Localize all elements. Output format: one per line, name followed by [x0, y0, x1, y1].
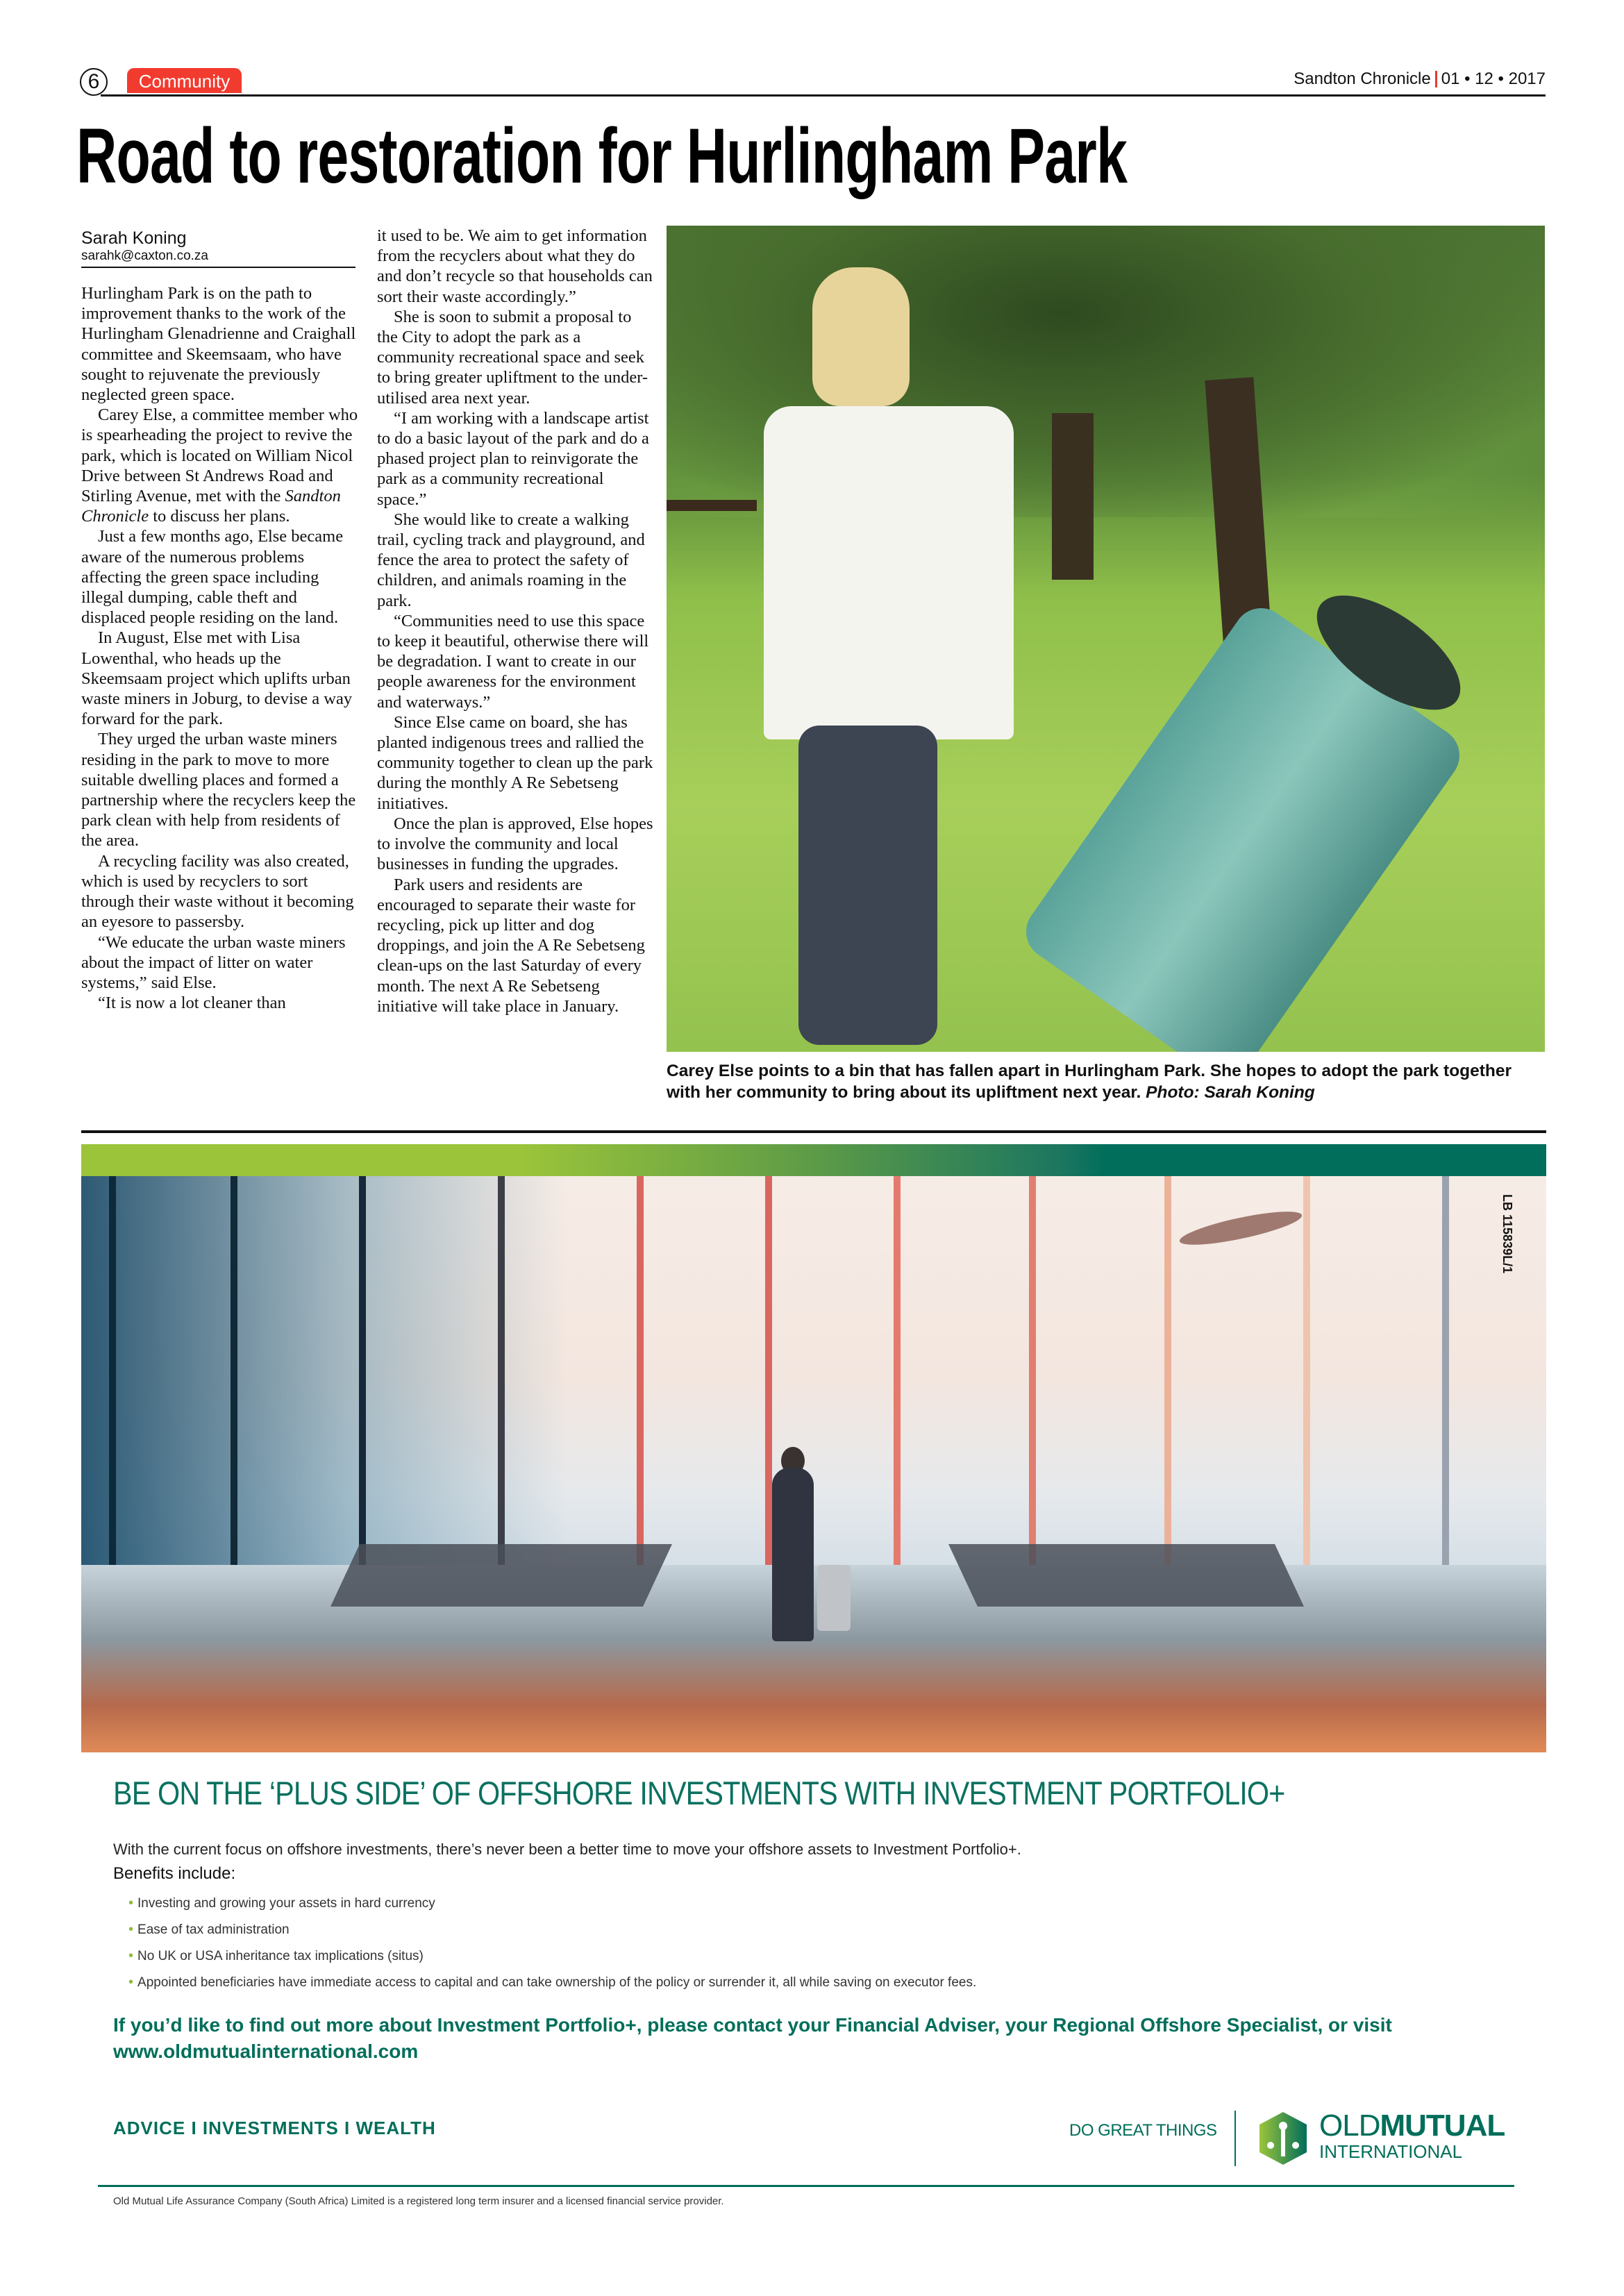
article-bottom-rule — [81, 1130, 1546, 1133]
paragraph: “I am working with a landscape artist to do a basic layout of the park and do a phased project plan to reinvigorate the park as a community recreational space.” — [377, 408, 649, 509]
paragraph: Just a few months ago, Else became aware of the numerous problems affecting the green space including illegal dumping, cable theft and displaced people residing on the land. — [81, 527, 344, 628]
paragraph: They urged the urban waste miners residing in the park to move to more suitable dwelling places and formed a partnership where the recyclers keep the park clean with help from residents of the area. — [81, 730, 356, 850]
byline — [81, 228, 355, 268]
airplane — [1178, 1205, 1304, 1252]
masthead-separator — [1435, 71, 1437, 87]
person-white-top — [764, 406, 1014, 739]
window-mullion — [765, 1176, 772, 1565]
ad-headline: BE ON THE ‘PLUS SIDE’ OF OFFSHORE INVESTMENTS WITH INVESTMENT PORTFOLIO+ — [113, 1775, 1285, 1811]
paragraph: “Communities need to use this space to keep it beautiful, otherwise there will be degradation. I want to create in our people awareness for the environment and waterways.” — [377, 611, 649, 712]
article-column-2 — [377, 226, 655, 1016]
window-mullion — [109, 1176, 116, 1565]
ad-intro: With the current focus on offshore investments, there’s never been a better time to move your offshore assets to Investment Portfolio+. — [113, 1841, 1021, 1858]
window-mullion — [637, 1176, 644, 1565]
section-tab-community: Community — [127, 68, 242, 93]
old-mutual-logo-text: OLDMUTUAL INTERNATIONAL — [1319, 2109, 1505, 2162]
park-bench — [667, 500, 757, 511]
seating-row — [948, 1544, 1304, 1607]
bullet-icon: • — [128, 1948, 134, 1963]
publication-name: Sandton Chronicle — [1294, 69, 1431, 88]
ad-photo — [81, 1176, 1546, 1752]
tree-trunk — [1052, 413, 1094, 580]
bullet-icon: • — [128, 1922, 134, 1937]
paragraph: “We educate the urban waste miners about the impact of litter on water systems,” said Else. — [81, 932, 346, 992]
ad-tagline: ADVICE I INVESTMENTS I WEALTH — [113, 2118, 436, 2138]
benefit-item: • Appointed beneficiaries have immediate access to capital and can take ownership of the policy or surrender it, all while saving on executor fees. — [128, 1975, 977, 1990]
author-email[interactable]: sarahk@caxton.co.za — [81, 249, 208, 263]
paragraph: She is soon to submit a proposal to the City to adopt the park as a community recreational space and seek to bring greater upliftment to the under-utilised area next year. — [377, 307, 648, 408]
person-leggings — [798, 726, 937, 1045]
paragraph: Since Else came on board, she has planted indigenous trees and rallied the community together to clean up the park during the monthly A Re Sebetseng initiatives. — [377, 712, 653, 813]
paragraph: Once the plan is approved, Else hopes to involve the community and local businesses in funding the upgrades. — [377, 814, 653, 874]
window-mullion — [1303, 1176, 1310, 1565]
person-head — [812, 267, 910, 406]
benefit-item: • No UK or USA inheritance tax implications (situs) — [128, 1948, 424, 1963]
window-mullion — [1442, 1176, 1449, 1565]
masthead — [1294, 69, 1546, 89]
benefit-item: • Investing and growing your assets in hard currency — [128, 1895, 435, 1911]
bullet-icon: • — [128, 1975, 134, 1990]
bullet-icon: • — [128, 1895, 134, 1911]
ad-slogan: DO GREAT THINGS — [1069, 2121, 1217, 2140]
window-mullion — [498, 1176, 505, 1565]
ad-disclaimer: Old Mutual Life Assurance Company (South Africa) Limited is a registered long term insurer and a licensed financial service provider. — [113, 2195, 724, 2207]
header-rule — [101, 94, 1546, 97]
article-photo — [667, 226, 1545, 1052]
old-mutual-emblem-icon — [1257, 2111, 1309, 2166]
window-mullion — [359, 1176, 366, 1565]
benefits-list — [128, 1890, 976, 1995]
window-mullion — [231, 1176, 237, 1565]
paragraph: In August, Else met with Lisa Lowenthal, who heads up the Skeemsaam project which uplifts urban waste miners in Joburg, to devise a way forward for the park. — [81, 628, 353, 729]
paragraph: “It is now a lot cleaner than — [98, 994, 286, 1013]
photo-caption: Carey Else points to a bin that has fallen apart in Hurlingham Park. She hopes to adopt the park together with her community to bring about its upliftment next year. Photo: Sarah Koning — [667, 1062, 1512, 1102]
paragraph: Park users and residents are encouraged to separate their waste for recycling, pick up litter and dog droppings, and join the A Re Sebetseng clean-ups on the last Saturday of every month. The next A Re Sebetseng initiative will take place in January. — [377, 875, 645, 1016]
ad-footer-rule — [98, 2185, 1514, 2187]
author-name: Sarah Koning — [81, 228, 187, 248]
ad-call-to-action[interactable]: If you’d like to find out more about Investment Portfolio+, please contact your Financial Adviser, your Regional Offshore Specialist, or visit www.oldmutualinternational.com — [113, 2014, 1392, 2062]
paragraph: Hurlingham Park is on the path to improvement thanks to the work of the Hurlingham Glenadrienne and Craighall committee and Skeemsaam, who have sought to rejuvenate the previously neglected green space. — [81, 284, 356, 405]
window-mullion — [1029, 1176, 1036, 1565]
window-mullion — [894, 1176, 901, 1565]
traveller — [772, 1468, 814, 1641]
paragraph: it used to be. We aim to get information from the recyclers about what they do and don’t recycle so that households can sort their waste accordingly.” — [377, 226, 653, 306]
suitcase — [817, 1565, 851, 1631]
paragraph: She would like to create a walking trail, cycling track and playground, and fence the area to protect the safety of children, and animals roaming in the park. — [377, 510, 645, 610]
seating-row — [330, 1544, 672, 1607]
ad-reference-code: LB 115839L/1 — [1500, 1194, 1514, 1274]
publication-italic: Sandton Chronicle — [81, 487, 341, 526]
benefits-label: Benefits include: — [113, 1864, 236, 1883]
page-number: 6 — [80, 68, 108, 96]
article-column-1 — [81, 283, 359, 1013]
benefit-item: • Ease of tax administration — [128, 1922, 290, 1937]
photo-credit: Photo: Sarah Koning — [1146, 1083, 1315, 1102]
logo-separator — [1234, 2111, 1236, 2166]
issue-date: 01 • 12 • 2017 — [1441, 69, 1546, 88]
article-headline: Road to restoration for Hurlingham Park — [76, 112, 1128, 199]
window-mullion — [1164, 1176, 1171, 1565]
paragraph: Carey Else, a committee member who is spearheading the project to revive the park, which is located on William Nicol Drive between St Andrews Road and Stirling Avenue, met with the Sandton Chronicle to discuss her plans. — [81, 405, 358, 526]
ad-gradient-bar — [81, 1144, 1546, 1176]
terminal-floor — [81, 1565, 1546, 1752]
paragraph: A recycling facility was also created, which is used by recyclers to sort through their waste without it becoming an eyesore to passersby. — [81, 851, 354, 932]
